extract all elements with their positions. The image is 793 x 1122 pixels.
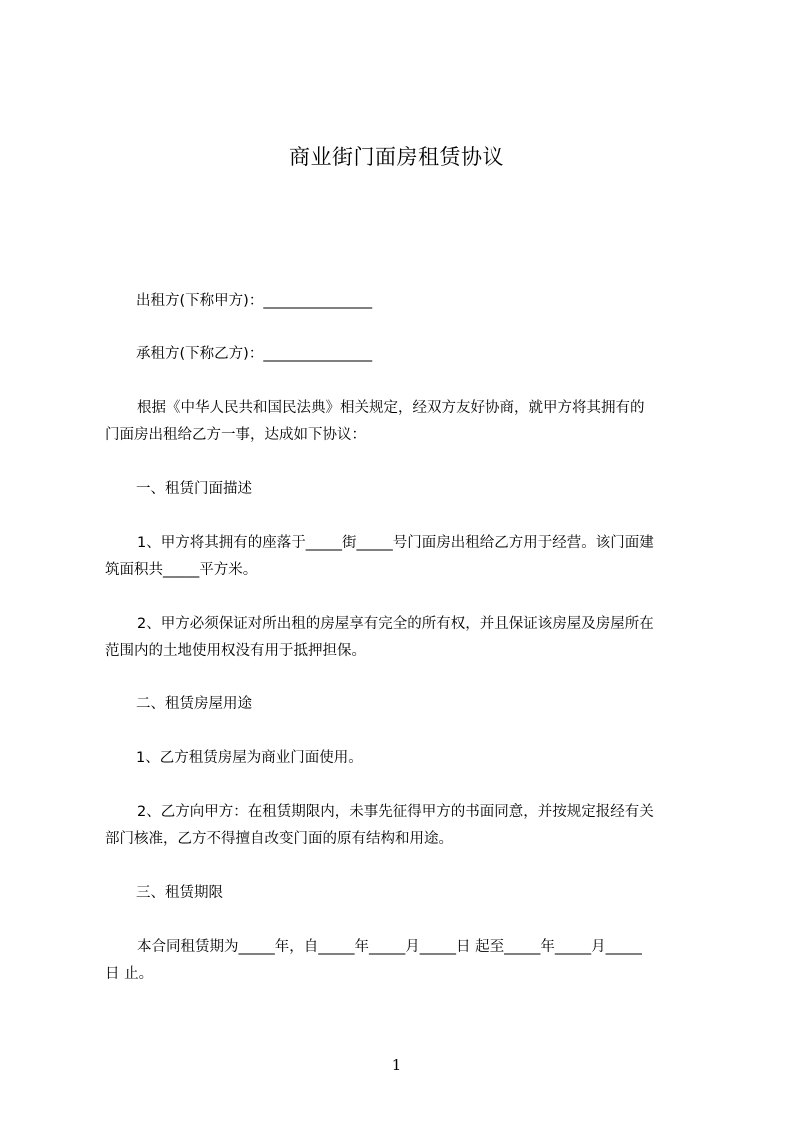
page-number: 1 [391, 1056, 402, 1074]
section1-item1-line-2: 筑面积共_____平方米。 [105, 562, 258, 578]
document-title: 商业街门面房租赁协议 [289, 145, 504, 169]
section2-item2-line-2: 部门核准，乙方不得擅自改变门面的原有结构和用途。 [105, 831, 453, 847]
section1-item2-line-2: 范围内的土地使用权没有用于抵押担保。 [105, 643, 366, 659]
section1-heading: 一、租赁门面描述 [136, 481, 252, 497]
section2-item2-line-1: 2、乙方向甲方：在租赁期限内，未事先征得甲方的书面同意，并按规定报经有关 [137, 804, 654, 820]
section3-heading: 三、租赁期限 [136, 885, 223, 901]
section1-item2-line-1: 2、甲方必须保证对所出租的房屋享有完全的所有权，并且保证该房屋及房屋所在 [137, 616, 654, 632]
section1-item1-line-1: 1、甲方将其拥有的座落于_____街_____号门面房出租给乙方用于经营。该门面建 [137, 535, 654, 551]
party-a-line: 出租方(下称甲方)：_______________ [136, 293, 373, 309]
party-b-line: 承租方(下称乙方)：_______________ [136, 346, 373, 362]
section2-heading: 二、租赁房屋用途 [136, 696, 252, 712]
section3-term-line-1: 本合同租赁期为_____年，自_____年_____月_____日 起至_____年_____月_____ [137, 939, 642, 955]
section3-term-line-2: 日 止。 [105, 966, 154, 982]
intro-line-1: 根据《中华人民共和国民法典》相关规定，经双方友好协商，就甲方将其拥有的 [137, 400, 645, 416]
intro-line-2: 门面房出租给乙方一事，达成如下协议： [105, 427, 366, 443]
section2-item1: 1、乙方租赁房屋为商业门面使用。 [136, 750, 363, 766]
